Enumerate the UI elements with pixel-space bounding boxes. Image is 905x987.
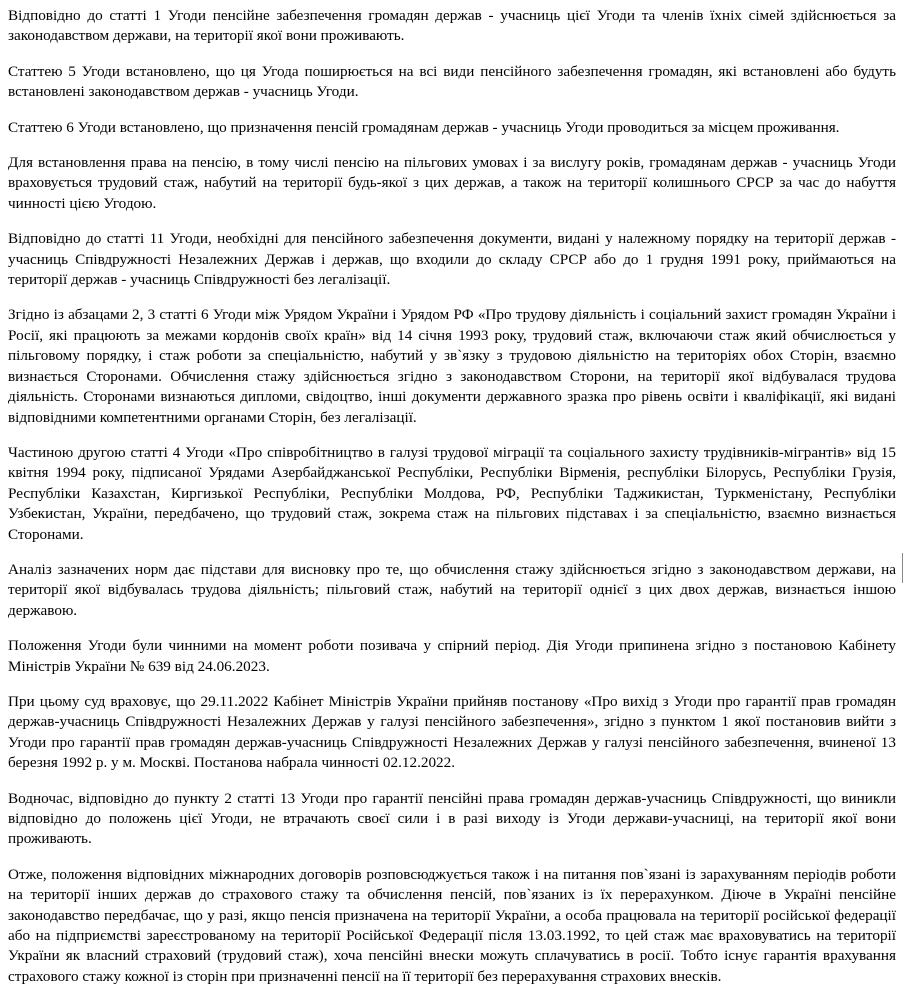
paragraph-ukraine-russia-agreement: Згідно із абзацами 2, 3 статті 6 Угоди між Урядом України і Урядом РФ «Про трудову діяльність і соціальний захист громадян України і Росії, які працюють за межами кордонів своїх країн» від 14 січня 1993 року, трудовий стаж, включаючи стаж який обчислюється у пільговому порядку, і стаж роботи за спеціальністю, набутий у зв`язку з трудовою діяльністю на територіях обох Сторін, взаємно визнається Сторонами. Обчислення стажу здійснюється згідно з законодавством Сторони, на території якої відбувалася трудова діяльність. Сторонами визнаються дипломи, свідоцтво, інші документи державного зразка про рівень освіти і кваліфікації, які видані відповідними компетентними органами Сторін, без легалізації.	[8, 306, 896, 426]
paragraph-agreement-validity: Положення Угоди були чинними на момент роботи позивача у спірний період. Дія Угоди припинена згідно з постановою Кабінету Міністрів України № 639 від 24.06.2023.	[8, 637, 896, 675]
paragraph-labor-migration-agreement: Частиною другою статті 4 Угоди «Про співробітництво в галузі трудової міграції та соціального захисту трудівників-мігрантів» від 15 квітня 1994 року, підписаної Урядами Азербайджанської Республіки, Республіки Вірменія, республіки Білорусь, Республіки Грузія, Республіки Казахстан, Киргизької Республіки, Республіки Молдова, РФ, Республіки Таджикистан, Туркменістану, Республіки Узбекистан, України, передбачено, що трудовий стаж, зокрема стаж на пільгових підставах і за спеціальністю, взаємно визнається Сторонами.	[8, 443, 896, 543]
paragraph-article-5: Статтею 5 Угоди встановлено, що ця Угода поширюється на всі види пенсійного забезпечення громадян, які встановлені або будуть встановлені законодавством держав - учасниць Угоди.	[8, 62, 896, 101]
paragraph-conclusion: Отже, положення відповідних міжнародних договорів розповсюджується також і на питання пов`язані із зарахуванням періодів роботи на території інших держав до страхового стажу та обчислення пенсій, пов`язаних із їх перерахунком. Діюче в Україні пенсійне законодавство передбачає, що у разі, якщо пенсія призначена на території України, а особа працювала на території російської федерації або на підприємстві зареєстрованому на території Російської Федерації після 13.03.1992, то цей стаж має враховуватись на території України як власний страховий (трудовий стаж), хоча пенсійні внески можуть сплачуватись в росії. Тобто існує гарантія врахування страхового стажу кожної із сторін при призначенні пенсії на її території без перерахування страхових внесків.	[8, 865, 896, 985]
paragraph-article-1: Відповідно до статті 1 Угоди пенсійне забезпечення громадян держав - учасниць цієї Угоди та членів їхніх сімей здійснюється за законодавством держави, на території якої вони проживають.	[8, 7, 896, 45]
document-body	[8, 6, 896, 987]
paragraph-pension-right: Для встановлення права на пенсію, в тому числі пенсію на пільгових умовах і за вислугу років, громадянам держав - учасниць Угоди враховується трудовий стаж, набутий на території будь-якої з цих держав, а також на території колишнього СРСР за час до набуття чинності цією Угодою.	[8, 154, 896, 212]
scrollbar-edge-mark	[902, 553, 903, 583]
paragraph-article-11: Відповідно до статті 11 Угоди, необхідні для пенсійного забезпечення документи, видані у належному порядку на території держав - учасниць Співдружності Незалежних Держав і держав, що входили до складу СРСР або до 1 грудня 1991 року, приймаються на території держав - учасниць Співдружності без легалізації.	[8, 230, 896, 289]
paragraph-withdrawal: При цьому суд враховує, що 29.11.2022 Кабінет Міністрів України прийняв постанову «Про вихід з Угоди про гарантії прав громадян держав-учасниць Співдружності Незалежних Держав у галузі пенсійного забезпечення», згідно з пунктом 1 якої постановив вийти з Угоди про гарантії прав громадян держав-учасниць Співдружності Незалежних Держав у галузі пенсійного забезпечення, вчиненої 13 березня 1992 р. у м. Москві. Постанова набрала чинності 02.12.2022.	[8, 692, 896, 772]
paragraph-article-6: Статтею 6 Угоди встановлено, що призначення пенсій громадянам держав - учасниць Угоди проводиться за місцем проживання.	[8, 118, 840, 136]
paragraph-analysis: Аналіз зазначених норм дає підстави для висновку про те, що обчислення стажу здійснюється згідно з законодавством держави, на території якої відбувалась трудова діяльність; пільговий стаж, набутий на території однієї з цих двох держав, визнається іншою державою.	[8, 560, 896, 619]
paragraph-article-13: Водночас, відповідно до пункту 2 статті 13 Угоди про гарантії пенсійні права громадян держав-учасниць Співдружності, що виникли відповідно до положень цієї Угоди, не втрачають своєї сили і в разі виходу із Угоди держави-учасниці, на території якої вони проживають.	[8, 789, 896, 848]
